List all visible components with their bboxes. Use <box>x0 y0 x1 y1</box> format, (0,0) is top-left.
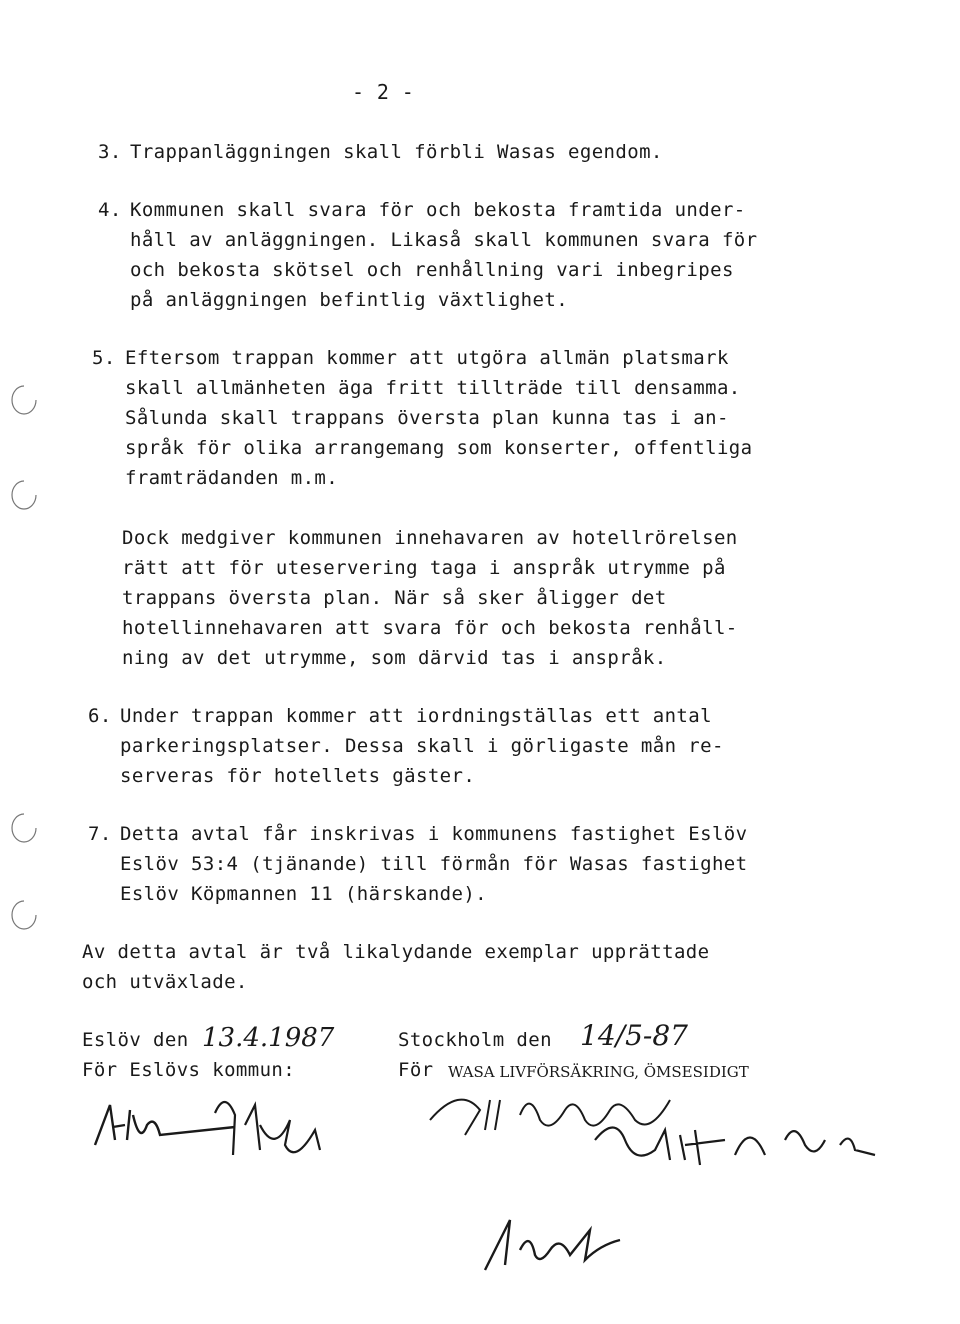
right-signature-3 <box>480 1210 630 1280</box>
left-handwritten-date <box>200 1016 360 1058</box>
right-place-date-label: Stockholm den <box>398 1029 552 1051</box>
item-5-line-4: språk för olika arrangemang som konserter, offentliga <box>125 437 753 459</box>
item-4-line-2: håll av anläggningen. Likaså skall kommunen svara för <box>130 229 758 251</box>
item-4-line-3: och bekosta skötsel och renhållning vari inbegripes <box>130 259 734 281</box>
item-6-line-1: Under trappan kommer att iordningställas ett antal <box>120 705 712 727</box>
item-6-number: 6. <box>88 705 112 727</box>
punch-hole-icon <box>4 808 44 848</box>
item-5b-line-5: ning av det utrymme, som därvid tas i anspråk. <box>122 647 667 669</box>
item-5b-line-2: rätt att för uteservering taga i anspråk utrymme på <box>122 557 726 579</box>
page-number: - 2 - <box>352 80 415 104</box>
item-7-line-1: Detta avtal får inskrivas i kommunens fastighet Eslöv <box>120 823 748 845</box>
item-7-line-2: Eslöv 53:4 (tjänande) till förmån för Wasas fastighet <box>120 853 748 875</box>
punch-hole-icon <box>4 895 44 935</box>
right-for-label: För <box>398 1059 434 1081</box>
item-5-line-2: skall allmänheten äga fritt tillträde till densamma. <box>125 377 741 399</box>
left-date-text: 13.4.1987 <box>202 1023 335 1053</box>
item-5b-line-3: trappans översta plan. När så sker åligger det <box>122 587 667 609</box>
item-6-line-2: parkeringsplatser. Dessa skall i görligaste mån re- <box>120 735 724 757</box>
left-place-date-label: Eslöv den <box>82 1029 189 1051</box>
item-7-number: 7. <box>88 823 112 845</box>
item-6-line-3: serveras för hotellets gäster. <box>120 765 476 787</box>
item-3-number: 3. <box>98 141 122 163</box>
left-for-label: För Eslövs kommun: <box>82 1059 296 1081</box>
closing-line-1: Av detta avtal är två likalydande exemplar upprättade <box>82 941 710 963</box>
item-4-number: 4. <box>98 199 122 221</box>
item-4-line-1: Kommunen skall svara för och bekosta framtida under- <box>130 199 746 221</box>
right-date-text: 14/5-87 <box>580 1019 688 1052</box>
item-4-line-4: på anläggningen befintlig växtlighet. <box>130 289 569 311</box>
right-signature-2 <box>585 1110 885 1170</box>
punch-hole-icon <box>4 380 44 420</box>
item-3-line-1: Trappanläggningen skall förbli Wasas egendom. <box>130 141 663 163</box>
item-5-number: 5. <box>92 347 116 369</box>
right-handwritten-date <box>578 1005 698 1057</box>
punch-hole-icon <box>4 475 44 515</box>
right-company-stamp: WASA LIVFÖRSÄKRING, ÖMSESIDIGT <box>448 1063 749 1081</box>
left-signature-1 <box>85 1085 335 1165</box>
item-5b-line-4: hotellinnehavaren att svara för och bekosta renhåll- <box>122 617 738 639</box>
item-5b-line-1: Dock medgiver kommunen innehavaren av hotellrörelsen <box>122 527 738 549</box>
item-5-line-1: Eftersom trappan kommer att utgöra allmän platsmark <box>125 347 729 369</box>
item-5-line-5: framträdanden m.m. <box>125 467 339 489</box>
item-5-line-3: Sålunda skall trappans översta plan kunna tas i an- <box>125 407 729 429</box>
item-7-line-3: Eslöv Köpmannen 11 (härskande). <box>120 883 488 905</box>
closing-line-2: och utväxlade. <box>82 971 248 993</box>
